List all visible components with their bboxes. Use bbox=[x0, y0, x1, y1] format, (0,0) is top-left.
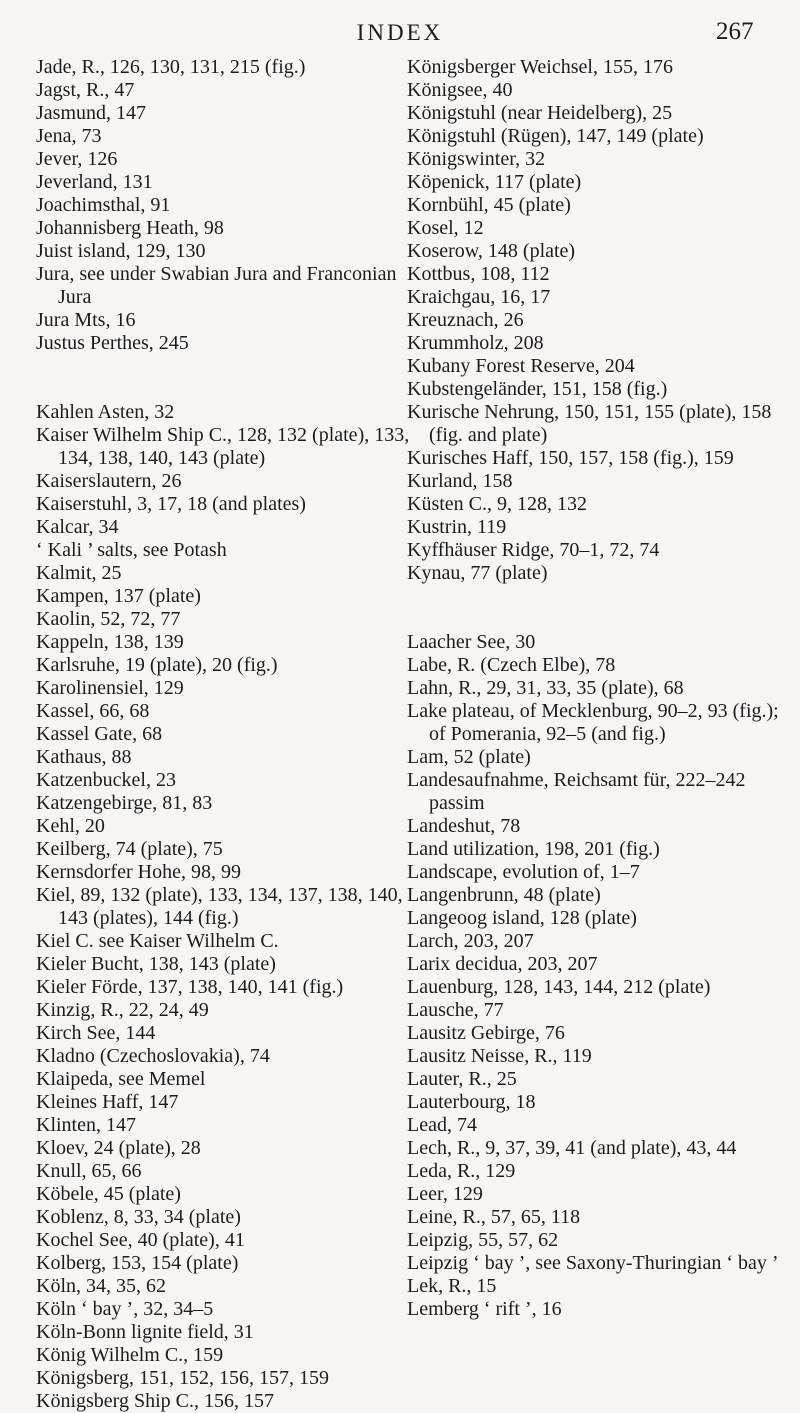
index-entry: Köpenick, 117 (plate) bbox=[407, 171, 582, 193]
index-entry: Kaolin, 52, 72, 77 bbox=[36, 608, 181, 630]
index-entry: Leipzig ‘ bay ’, see Saxony-Thuringian ‘ bay ’ bbox=[407, 1252, 779, 1274]
index-entry: Köln, 34, 35, 62 bbox=[36, 1275, 166, 1297]
index-entry: Lake plateau, of Mecklenburg, 90–2, 93 (fig.); of Pomerania, 92–5 (and fig.) bbox=[407, 700, 779, 745]
index-column-right bbox=[407, 56, 785, 1321]
index-entry: Kiel, 89, 132 (plate), 133, 134, 137, 138, 140, 143 (plates), 144 (fig.) bbox=[36, 884, 403, 929]
index-entry: Koblenz, 8, 33, 34 (plate) bbox=[36, 1206, 241, 1228]
index-entry: Kynau, 77 (plate) bbox=[407, 562, 548, 584]
index-column-left bbox=[36, 56, 416, 1413]
index-entry: Kehl, 20 bbox=[36, 815, 105, 837]
index-entry: Leer, 129 bbox=[407, 1183, 483, 1205]
index-entry: Kubstengeländer, 151, 158 (fig.) bbox=[407, 378, 668, 400]
section-gap bbox=[407, 585, 785, 631]
index-entry: Leipzig, 55, 57, 62 bbox=[407, 1229, 559, 1251]
index-entry: Kraichgau, 16, 17 bbox=[407, 286, 551, 308]
index-entry: Kieler Bucht, 138, 143 (plate) bbox=[36, 953, 276, 975]
index-entry: Jasmund, 147 bbox=[36, 102, 146, 124]
index-entry: Kottbus, 108, 112 bbox=[407, 263, 550, 285]
section-gap bbox=[36, 355, 416, 401]
index-entry: Jade, R., 126, 130, 131, 215 (fig.) bbox=[36, 56, 306, 78]
index-entry: Kaiser Wilhelm Ship C., 128, 132 (plate), 133, 134, 138, 140, 143 (plate) bbox=[36, 424, 410, 469]
index-entry: Kosel, 12 bbox=[407, 217, 484, 239]
index-entry: Kirch See, 144 bbox=[36, 1022, 156, 1044]
index-entry: Leda, R., 129 bbox=[407, 1160, 516, 1182]
index-entry: Justus Perthes, 245 bbox=[36, 332, 189, 354]
index-entry: Larix decidua, 203, 207 bbox=[407, 953, 598, 975]
index-entry: Kassel, 66, 68 bbox=[36, 700, 150, 722]
index-entry: Königsberg Ship C., 156, 157 bbox=[36, 1390, 274, 1412]
index-entry: Lemberg ‘ rift ’, 16 bbox=[407, 1298, 562, 1320]
index-entry: ‘ Kali ’ salts, see Potash bbox=[36, 539, 227, 561]
index-entry: Juist island, 129, 130 bbox=[36, 240, 206, 262]
index-entry: Kernsdorfer Hohe, 98, 99 bbox=[36, 861, 241, 883]
index-entry: Katzenbuckel, 23 bbox=[36, 769, 176, 791]
index-entry: Lahn, R., 29, 31, 33, 35 (plate), 68 bbox=[407, 677, 684, 699]
index-entry: Landeshut, 78 bbox=[407, 815, 521, 837]
index-entry: Jever, 126 bbox=[36, 148, 118, 170]
index-entry: Langenbrunn, 48 (plate) bbox=[407, 884, 601, 906]
index-entry: Kurische Nehrung, 150, 151, 155 (plate), 158 (fig. and plate) bbox=[407, 401, 772, 446]
index-entry: Klinten, 147 bbox=[36, 1114, 136, 1136]
index-entry: Königstuhl (Rügen), 147, 149 (plate) bbox=[407, 125, 704, 147]
index-entry: Jura, see under Swabian Jura and Franconian Jura bbox=[36, 263, 397, 308]
index-entry: König Wilhelm C., 159 bbox=[36, 1344, 224, 1366]
index-entry: Lam, 52 (plate) bbox=[407, 746, 531, 768]
index-entry: Jeverland, 131 bbox=[36, 171, 153, 193]
index-entry: Kinzig, R., 22, 24, 49 bbox=[36, 999, 209, 1021]
index-entry: Köln ‘ bay ’, 32, 34–5 bbox=[36, 1298, 214, 1320]
index-entry: Kaiserslautern, 26 bbox=[36, 470, 182, 492]
index-entry: Lauenburg, 128, 143, 144, 212 (plate) bbox=[407, 976, 711, 998]
index-entry: Klaipeda, see Memel bbox=[36, 1068, 206, 1090]
index-entry: Kathaus, 88 bbox=[36, 746, 132, 768]
index-entry: Lead, 74 bbox=[407, 1114, 477, 1136]
index-entry: Langeoog island, 128 (plate) bbox=[407, 907, 637, 929]
index-entry: Kaiserstuhl, 3, 17, 18 (and plates) bbox=[36, 493, 306, 515]
index-entry: Königsberger Weichsel, 155, 176 bbox=[407, 56, 673, 78]
index-entry: Kornbühl, 45 (plate) bbox=[407, 194, 571, 216]
index-entry: Knull, 65, 66 bbox=[36, 1160, 142, 1182]
index-entry: Krummholz, 208 bbox=[407, 332, 544, 354]
page-header-title: INDEX bbox=[356, 20, 444, 45]
index-entry: Karolinensiel, 129 bbox=[36, 677, 184, 699]
index-entry: Kurland, 158 bbox=[407, 470, 513, 492]
index-entry: Kahlen Asten, 32 bbox=[36, 401, 175, 423]
index-entry: Lauter, R., 25 bbox=[407, 1068, 517, 1090]
index-entry: Königswinter, 32 bbox=[407, 148, 546, 170]
index-entry: Jura Mts, 16 bbox=[36, 309, 136, 331]
index-entry: Küsten C., 9, 128, 132 bbox=[407, 493, 587, 515]
index-entry: Köbele, 45 (plate) bbox=[36, 1183, 181, 1205]
index-entry: Larch, 203, 207 bbox=[407, 930, 534, 952]
index-entry: Kiel C. see Kaiser Wilhelm C. bbox=[36, 930, 279, 952]
index-entry: Lausitz Gebirge, 76 bbox=[407, 1022, 565, 1044]
index-entry: Jagst, R., 47 bbox=[36, 79, 135, 101]
page-number: 267 bbox=[716, 18, 754, 45]
index-entry: Kalmit, 25 bbox=[36, 562, 122, 584]
index-entry: Lausitz Neisse, R., 119 bbox=[407, 1045, 592, 1067]
index-entry: Karlsruhe, 19 (plate), 20 (fig.) bbox=[36, 654, 278, 676]
index-entry: Kreuznach, 26 bbox=[407, 309, 524, 331]
index-entry: Lauterbourg, 18 bbox=[407, 1091, 536, 1113]
index-entry: Keilberg, 74 (plate), 75 bbox=[36, 838, 223, 860]
index-entry: Landscape, evolution of, 1–7 bbox=[407, 861, 640, 883]
index-entry: Koserow, 148 (plate) bbox=[407, 240, 576, 262]
index-entry: Katzengebirge, 81, 83 bbox=[36, 792, 213, 814]
index-entry: Köln-Bonn lignite field, 31 bbox=[36, 1321, 254, 1343]
index-entry: Joachimsthal, 91 bbox=[36, 194, 171, 216]
index-entry: Lausche, 77 bbox=[407, 999, 504, 1021]
index-entry: Kappeln, 138, 139 bbox=[36, 631, 184, 653]
index-entry: Kloev, 24 (plate), 28 bbox=[36, 1137, 201, 1159]
index-entry: Kubany Forest Reserve, 204 bbox=[407, 355, 635, 377]
index-entry: Leine, R., 57, 65, 118 bbox=[407, 1206, 581, 1228]
index-entry: Kochel See, 40 (plate), 41 bbox=[36, 1229, 245, 1251]
index-entry: Kieler Förde, 137, 138, 140, 141 (fig.) bbox=[36, 976, 344, 998]
index-entry: Lech, R., 9, 37, 39, 41 (and plate), 43, 44 bbox=[407, 1137, 737, 1159]
index-entry: Lek, R., 15 bbox=[407, 1275, 497, 1297]
index-entry: Kalcar, 34 bbox=[36, 516, 119, 538]
index-entry: Labe, R. (Czech Elbe), 78 bbox=[407, 654, 616, 676]
index-entry: Königsberg, 151, 152, 156, 157, 159 bbox=[36, 1367, 329, 1389]
index-entry: Königstuhl (near Heidelberg), 25 bbox=[407, 102, 673, 124]
index-entry: Kassel Gate, 68 bbox=[36, 723, 163, 745]
index-entry: Jena, 73 bbox=[36, 125, 102, 147]
index-entry: Laacher See, 30 bbox=[407, 631, 536, 653]
index-entry: Johannisberg Heath, 98 bbox=[36, 217, 224, 239]
index-entry: Kampen, 137 (plate) bbox=[36, 585, 201, 607]
index-entry: Kladno (Czechoslovakia), 74 bbox=[36, 1045, 270, 1067]
index-entry: Kolberg, 153, 154 (plate) bbox=[36, 1252, 239, 1274]
index-entry: Kustrin, 119 bbox=[407, 516, 507, 538]
index-entry: Kyffhäuser Ridge, 70–1, 72, 74 bbox=[407, 539, 660, 561]
index-entry: Land utilization, 198, 201 (fig.) bbox=[407, 838, 660, 860]
index-entry: Landesaufnahme, Reichsamt für, 222–242 passim bbox=[407, 769, 746, 814]
index-entry: Königsee, 40 bbox=[407, 79, 513, 101]
index-entry: Kleines Haff, 147 bbox=[36, 1091, 179, 1113]
index-entry: Kurisches Haff, 150, 157, 158 (fig.), 159 bbox=[407, 447, 734, 469]
